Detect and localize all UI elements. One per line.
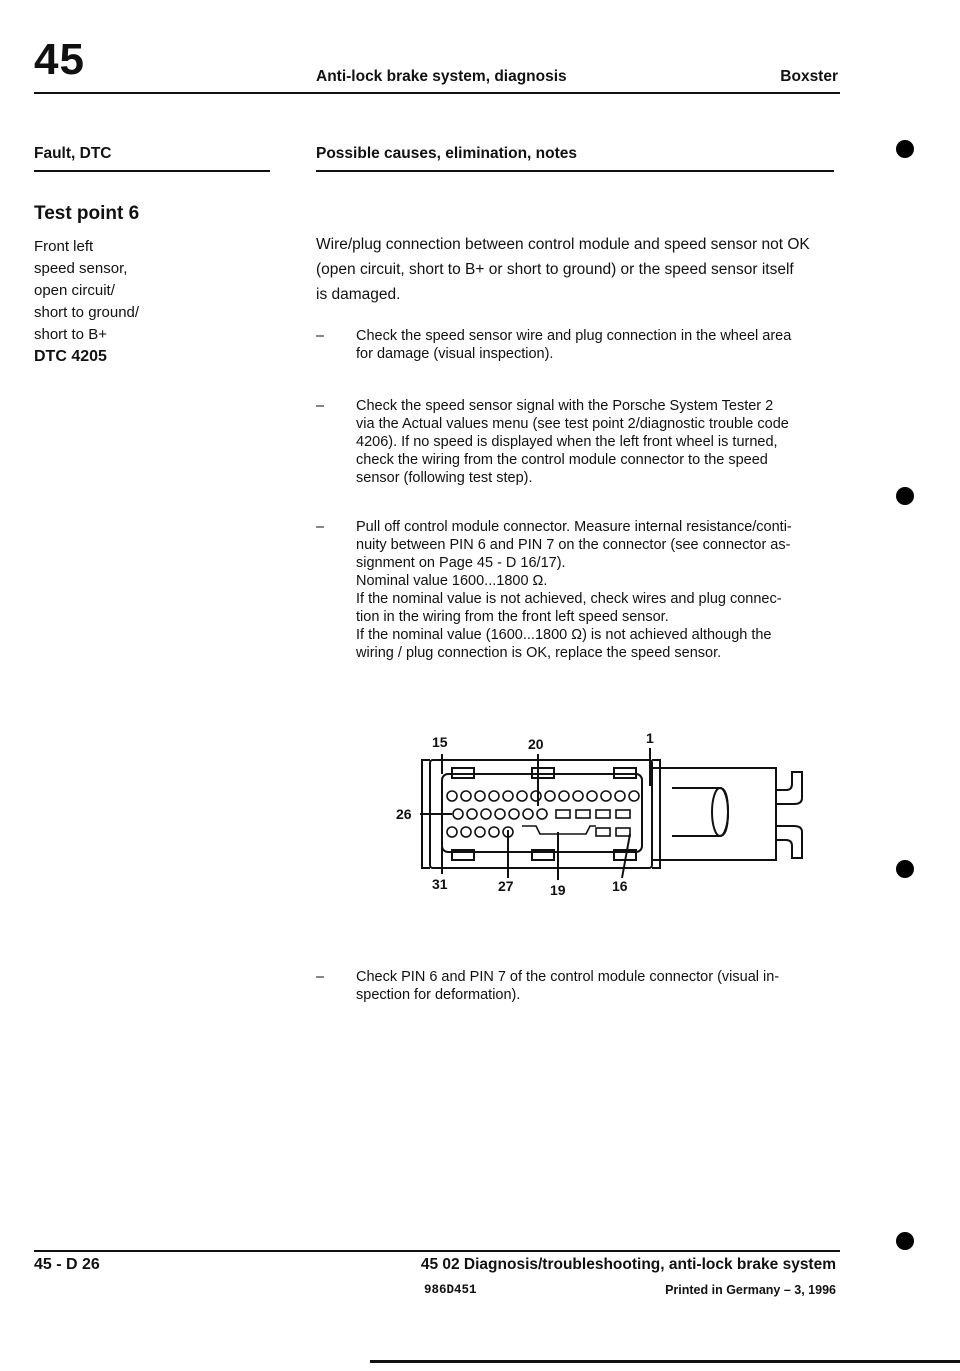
- dash-bullet: –: [316, 398, 325, 414]
- pin-slot: [596, 810, 610, 818]
- binder-hole-mark: [896, 487, 914, 505]
- pin: [545, 791, 555, 801]
- column-header-fault: Fault, DTC: [34, 145, 112, 162]
- fault-line: open circuit/: [34, 282, 115, 299]
- intro-line: (open circuit, short to B+ or short to ground) or the speed sensor itself: [316, 261, 794, 278]
- dash-bullet: –: [316, 328, 325, 344]
- test-point-title: Test point 6: [34, 203, 140, 224]
- step-line: wiring / plug connection is OK, replace the speed sensor.: [356, 645, 722, 661]
- step-line: Pull off control module connector. Measure internal resistance/conti-: [356, 519, 792, 535]
- intro-line: is damaged.: [316, 286, 401, 303]
- footer-document-code: 986D451: [424, 1283, 477, 1297]
- step-line: via the Actual values menu (see test point 2/diagnostic trouble code: [356, 416, 789, 432]
- dash-bullet: –: [316, 969, 325, 985]
- pin-label-19: 19: [550, 882, 566, 898]
- step-line: If the nominal value is not achieved, check wires and plug connec-: [356, 591, 782, 607]
- fault-line: short to B+: [34, 326, 107, 343]
- pin: [481, 809, 491, 819]
- pin: [601, 791, 611, 801]
- step-line: Check PIN 6 and PIN 7 of the control module connector (visual in-: [356, 969, 780, 985]
- housing-flange: [652, 760, 660, 868]
- pin: [461, 827, 471, 837]
- pin: [615, 791, 625, 801]
- pin: [467, 809, 477, 819]
- pin: [475, 791, 485, 801]
- pin: [531, 791, 541, 801]
- binder-hole-mark: [896, 1232, 914, 1250]
- cable-housing: [652, 768, 776, 860]
- pin: [495, 809, 505, 819]
- pin: [453, 809, 463, 819]
- pin: [587, 791, 597, 801]
- pin: [447, 791, 457, 801]
- step-line: 4206). If no speed is displayed when the left front wheel is turned,: [356, 434, 778, 450]
- pin-label-16: 16: [612, 878, 628, 894]
- pin: [573, 791, 583, 801]
- column-rule-left: [34, 170, 270, 172]
- pin-slot: [556, 810, 570, 818]
- pin-slot: [616, 828, 630, 836]
- page-number: 45 - D 26: [34, 1256, 100, 1273]
- fault-line: Front left: [34, 238, 94, 255]
- pin-label-15: 15: [432, 734, 448, 750]
- footer-print-info: Printed in Germany – 3, 1996: [665, 1283, 836, 1297]
- step-line: sensor (following test step).: [356, 470, 533, 486]
- cable-end: [712, 788, 728, 836]
- chapter-number: 45: [34, 35, 85, 84]
- fault-description: [34, 236, 264, 368]
- pin-label-31: 31: [432, 876, 448, 892]
- connector-face: [442, 774, 642, 852]
- pin: [475, 827, 485, 837]
- binder-hole-mark: [896, 140, 914, 158]
- pin-label-1: 1: [646, 730, 654, 746]
- step-line: Nominal value 1600...1800 Ω.: [356, 573, 548, 589]
- pin: [461, 791, 471, 801]
- pin-slot: [616, 810, 630, 818]
- connector-latch: [776, 826, 802, 858]
- step-line: spection for deformation).: [356, 987, 521, 1003]
- dash-bullet: –: [316, 519, 325, 535]
- step-line: check the wiring from the control module connector to the speed: [356, 452, 768, 468]
- pin: [629, 791, 639, 801]
- pin: [559, 791, 569, 801]
- step-line: tion in the wiring from the front left speed sensor.: [356, 609, 669, 625]
- pin-slot: [596, 828, 610, 836]
- pin: [503, 791, 513, 801]
- cable: [672, 788, 728, 836]
- step-line: If the nominal value (1600...1800 Ω) is not achieved although the: [356, 627, 772, 643]
- pin-slot: [576, 810, 590, 818]
- step-line: for damage (visual inspection).: [356, 346, 554, 362]
- connector-drawing: [390, 730, 830, 900]
- dtc-code: DTC 4205: [34, 348, 107, 365]
- fault-line: speed sensor,: [34, 260, 128, 277]
- footer-section-title: 45 02 Diagnosis/troubleshooting, anti-lock brake system: [420, 1256, 836, 1273]
- column-header-causes: Possible causes, elimination, notes: [316, 145, 578, 162]
- pin: [509, 809, 519, 819]
- pin: [489, 791, 499, 801]
- bottom-rule: [370, 1360, 960, 1363]
- column-rule-right: [316, 170, 834, 172]
- page-header-title: Anti-lock brake system, diagnosis: [316, 68, 567, 85]
- pin: [447, 827, 457, 837]
- pin: [537, 809, 547, 819]
- intro-paragraph: [316, 232, 836, 307]
- header-rule: [34, 92, 840, 94]
- step-line: nuity between PIN 6 and PIN 7 on the connector (see connector as-: [356, 537, 791, 553]
- page-header-model: Boxster: [780, 68, 838, 85]
- intro-line: Wire/plug connection between control module and speed sensor not OK: [316, 236, 810, 253]
- connector-latch: [776, 772, 802, 804]
- step-line: Check the speed sensor signal with the Porsche System Tester 2: [356, 398, 774, 414]
- step-line: Check the speed sensor wire and plug connection in the wheel area: [356, 328, 792, 344]
- pin-label-26: 26: [396, 806, 412, 822]
- pin: [517, 791, 527, 801]
- step-line: signment on Page 45 - D 16/17).: [356, 555, 566, 571]
- fault-line: short to ground/: [34, 304, 140, 321]
- leader-line: [622, 834, 630, 878]
- pin: [523, 809, 533, 819]
- pin: [489, 827, 499, 837]
- pin-label-20: 20: [528, 736, 544, 752]
- binder-hole-mark: [896, 860, 914, 878]
- pin-label-27: 27: [498, 878, 514, 894]
- connector-diagram: [390, 730, 830, 900]
- footer-rule: [34, 1250, 840, 1252]
